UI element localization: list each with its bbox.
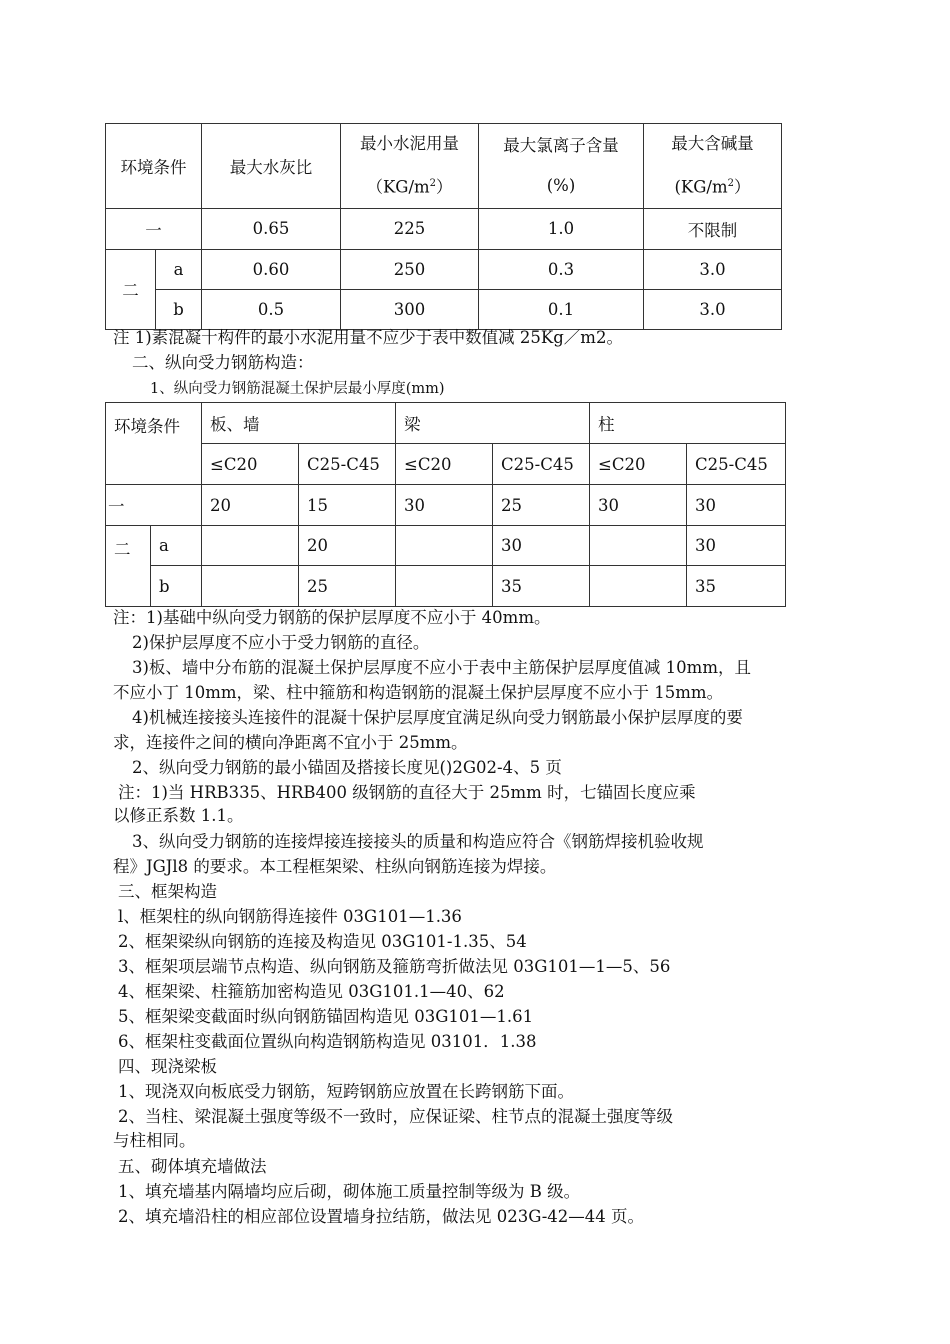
table-row — [106, 566, 786, 607]
cell-value — [202, 526, 299, 566]
subsection-cover-thickness: 1、纵向受力钢筋混凝土保护层最小厚度(mm) — [150, 381, 445, 397]
list-item: 2、框架梁纵向钢筋的连接及构造见 03G101-1.35、54 — [118, 932, 527, 951]
cell-env: 一 — [106, 485, 202, 526]
section-heading-5: 五、砌体填充墙做法 — [118, 1157, 267, 1176]
header-min-cement: 最小水泥用量 $(KG/m^2)$ — [341, 124, 479, 209]
cell-value: 300 — [341, 289, 479, 329]
header-max-chloride: 最大氯离子含量 (%) — [479, 124, 644, 209]
section-heading-3: 三、框架构造 — [118, 882, 217, 901]
paragraph: 以修正系数 1.1。 — [113, 806, 244, 825]
list-item: 6、框架柱变截面位置纵向构造钢筋构造见 03101．1.38 — [118, 1032, 537, 1051]
header-grade: C25-C45 — [687, 444, 786, 485]
list-item: l、框架柱的纵向钢筋得连接件 03G101—1.36 — [118, 907, 462, 926]
cell-value: 25 — [299, 566, 396, 607]
section-heading-4: 四、现浇梁板 — [118, 1057, 217, 1076]
header-grade: ≤C20 — [202, 444, 299, 485]
header-grade: C25-C45 — [299, 444, 396, 485]
paragraph: 2、纵向受力钢筋的最小锚固及搭接长度见()2G02-4、5 页 — [132, 758, 562, 777]
cell-value: 3.0 — [644, 249, 782, 289]
cell-value: 15 — [299, 485, 396, 526]
cell-value: 30 — [396, 485, 493, 526]
cover-thickness-table — [105, 402, 786, 607]
table-row — [106, 208, 782, 249]
table-row — [106, 526, 786, 566]
cell-sub: b — [156, 289, 202, 329]
cell-sub: b — [151, 566, 202, 607]
header-grade: ≤C20 — [590, 444, 687, 485]
note-line: 不应小丁 10mm，梁、柱中箍筋和构造钢筋的混凝土保护层厚度不应小于 15mm。 — [113, 683, 724, 702]
cell-value: 25 — [493, 485, 590, 526]
table-row — [106, 485, 786, 526]
cell-value: 0.60 — [202, 249, 341, 289]
header-grade: C25-C45 — [493, 444, 590, 485]
list-item: 2、当柱、梁混凝土强度等级不一致时，应保证梁、柱节点的混凝土强度等级 — [118, 1107, 673, 1126]
cell-value: 3.0 — [644, 289, 782, 329]
cell-value: 0.65 — [202, 208, 341, 249]
cell-value: 35 — [493, 566, 590, 607]
cell-value: 20 — [299, 526, 396, 566]
list-item: 4、框架梁、柱箍筋加密构造见 03G101.1—40、62 — [118, 982, 505, 1001]
list-item: 5、框架梁变截面时纵向钢筋锚固构造见 03G101—1.61 — [118, 1007, 534, 1026]
table-row — [106, 289, 782, 329]
concrete-durability-table — [105, 123, 782, 330]
cell-env: 二 — [106, 526, 151, 607]
cell-value — [202, 566, 299, 607]
header-grade: ≤C20 — [396, 444, 493, 485]
cell-value — [590, 526, 687, 566]
cell-value: 250 — [341, 249, 479, 289]
cell-value — [590, 566, 687, 607]
cell-value: 30 — [687, 526, 786, 566]
header-env: 环境条件 — [106, 124, 202, 209]
header-env: 环境条件 — [106, 403, 202, 485]
header-column: 柱 — [590, 403, 786, 444]
cell-value: 35 — [687, 566, 786, 607]
note-line: 3)板、墙中分布筋的混凝土保护层厚度不应小于表中主筋保护层厚度值减 10mm，且 — [132, 658, 751, 677]
paragraph: 注：1)当 HRB335、HRB400 级钢筋的直径大于 25mm 时，七锚固长度应乘 — [118, 783, 696, 802]
cell-env: 二 — [106, 249, 156, 329]
table-row — [106, 249, 782, 289]
paragraph: 程》JGJl8 的要求。本工程框架梁、柱纵向钢筋连接为焊接。 — [113, 857, 557, 876]
cell-value: 1.0 — [479, 208, 644, 249]
section-heading-2: 二、纵向受力钢筋构造： — [132, 353, 314, 372]
cell-value — [396, 566, 493, 607]
header-beam: 梁 — [396, 403, 590, 444]
list-item: 3、框架项层端节点构造、纵向钢筋及箍筋弯折做法见 03G101—1—5、56 — [118, 957, 671, 976]
cell-value: 30 — [590, 485, 687, 526]
cell-value: 不限制 — [644, 208, 782, 249]
cell-value: 0.5 — [202, 289, 341, 329]
cell-env: 一 — [106, 208, 202, 249]
paragraph: 3、纵向受力钢筋的连接焊接连接接头的质量和构造应符合《钢筋焊接机验收规 — [132, 832, 704, 851]
list-item: 与柱相同。 — [113, 1131, 196, 1150]
cell-sub: a — [151, 526, 202, 566]
note-min-cement: 注 1)素混凝十构件的最小水泥用量不应少于表中数值减 25Kg／m2。 — [113, 328, 623, 347]
cell-value: 30 — [687, 485, 786, 526]
header-max-alkali: 最大含碱量 $(KG/m^2)$ — [644, 124, 782, 209]
list-item: 1、填充墙基内隔墙均应后砌，砌体施工质量控制等级为 B 级。 — [118, 1182, 581, 1201]
cell-value: 0.3 — [479, 249, 644, 289]
cell-sub: a — [156, 249, 202, 289]
header-slab-wall: 板、墙 — [202, 403, 396, 444]
cell-value: 225 — [341, 208, 479, 249]
note-line: 2)保护层厚度不应小于受力钢筋的直径。 — [132, 633, 430, 652]
header-water-cement: 最大水灰比 — [202, 124, 341, 209]
list-item: 2、填充墙沿柱的相应部位设置墙身拉结筋，做法见 023G-42—44 页。 — [118, 1207, 645, 1226]
cell-value: 20 — [202, 485, 299, 526]
note-line: 注：1)基础中纵向受力钢筋的保护层厚度不应小于 40mm。 — [113, 608, 551, 627]
cell-value: 0.1 — [479, 289, 644, 329]
note-line: 4)机械连接接头连接件的混凝十保护层厚度宜满足纵向受力钢筋最小保护层厚度的要 — [132, 708, 743, 727]
note-line: 求，连接件之间的横向净距离不宜小于 25mm。 — [113, 733, 468, 752]
cell-value — [396, 526, 493, 566]
list-item: 1、现浇双向板底受力钢筋，短跨钢筋应放置在长跨钢筋下面。 — [118, 1082, 574, 1101]
cell-value: 30 — [493, 526, 590, 566]
